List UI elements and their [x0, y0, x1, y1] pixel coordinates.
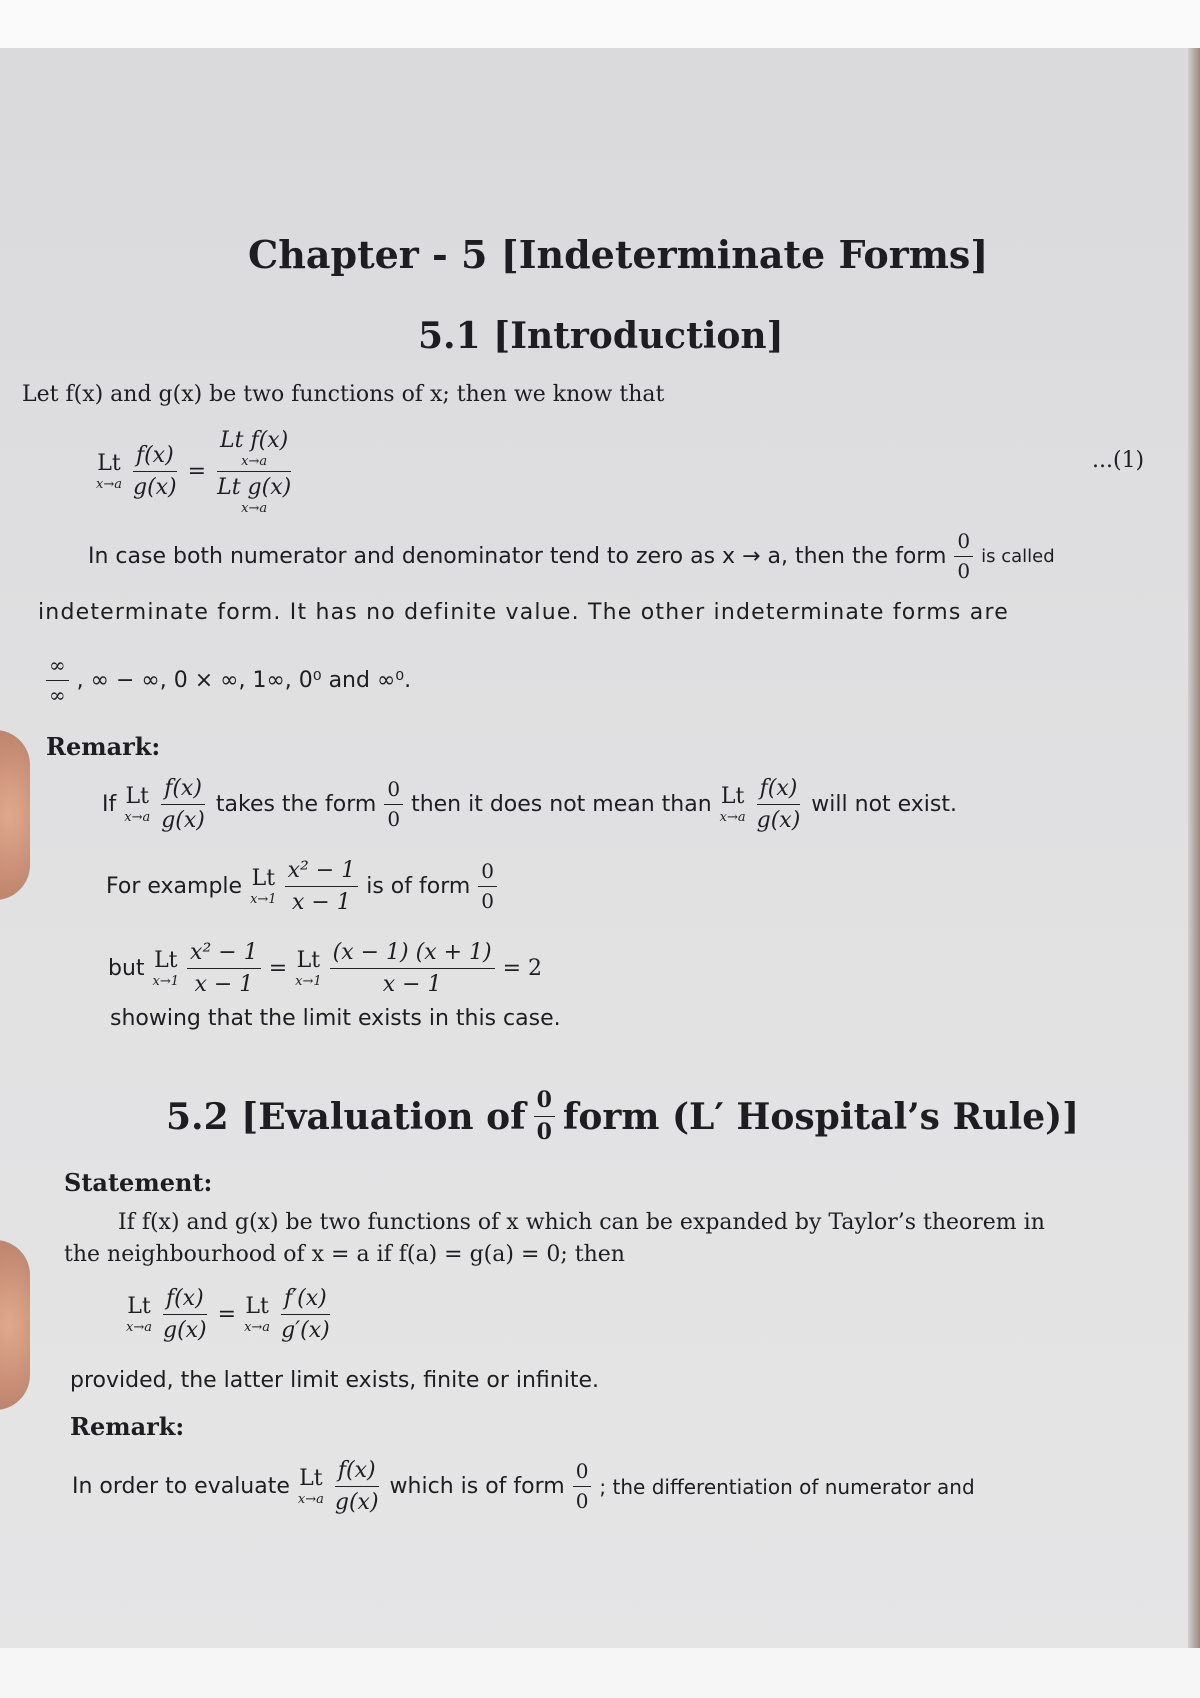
provided-text: provided, the latter limit exists, finite or infinite. — [70, 1368, 599, 1393]
equation-number: ...(1) — [1092, 448, 1145, 473]
section-title-5-1: 5.1 [Introduction] — [418, 315, 784, 357]
chapter-title: Chapter - 5 [Indeterminate Forms] — [248, 232, 989, 277]
fraction-limits-ratio: Lt f(x) x→a Lt g(x) x→a — [217, 428, 292, 516]
intro-text: Let f(x) and g(x) be two functions of x; then we know that — [22, 382, 665, 407]
statement-line-2: the neighbourhood of x = a if f(a) = g(a) = 0; then — [64, 1242, 625, 1267]
example-line: For example Lt x→1 $\frac{\text{x² − 1}}{x - 1}$ is of form $\frac{0}{0}$ — [106, 858, 505, 916]
thumb-left-lower — [0, 1240, 30, 1410]
thumb-left-upper — [0, 730, 30, 900]
limit-operator: Lt x→a — [96, 450, 122, 492]
page-bottom-margin — [0, 1648, 1200, 1698]
paragraph-line-2: indeterminate form. It has no definite value. The other indeterminate forms are — [38, 600, 1009, 625]
statement-line-1: If f(x) and g(x) be two functions of x which can be expanded by Taylor’s theorem in — [118, 1210, 1045, 1235]
fraction-f-over-g: $\frac{f(x)}{g(x)}$ — [132, 442, 177, 500]
remark-2-line: In order to evaluate Lt x→a $\frac{f(x)}{g(x)}$ which is of form $\frac{0}{0}$ ; the differentiation of numerator and — [72, 1458, 975, 1516]
paragraph-line-1: In case both numerator and denominator tend to zero as x → a, then the form $\frac{0}{0}$ is called — [88, 529, 1055, 583]
zero-over-zero: $\frac{0}{0}$ — [954, 530, 973, 583]
equals-sign: = — [187, 459, 207, 484]
equation-1 — [96, 428, 302, 515]
remark-heading-1: Remark: — [46, 732, 161, 761]
section-title-5-2: 5.2 [Evaluation of $\frac{0}{0}$ form (L′ Hospital’s Rule)] — [166, 1087, 1080, 1146]
paragraph-line-3: $\frac{\infty}{\infty}$ , ∞ − ∞, 0 × ∞, 1∞, 0⁰ and ∞⁰. — [46, 654, 419, 707]
statement-heading: Statement: — [64, 1168, 213, 1197]
but-line: but Lt x→1 $\frac{\text{x² − 1}}{x - 1}$ = Lt x→1 $\frac{(x - 1) (x + 1)}{x - 1}$ = 2 — [108, 940, 543, 998]
page-edge-shadow — [1188, 48, 1200, 1648]
remark-line: If Lt x→a $\frac{f(x)}{g(x)}$ takes the form $\frac{0}{0}$ then it does not mean than Lt x→a $\frac{f(x)}{g(x)}$ will not exist. — [102, 776, 958, 834]
remark-heading-2: Remark: — [70, 1412, 185, 1441]
page-top-margin — [0, 0, 1200, 48]
showing-text: showing that the limit exists in this case. — [110, 1006, 561, 1031]
lhospital-equation: Lt x→a $\frac{f(x)}{g(x)}$ = Lt x→a $\frac{f'(x)}{g'(x)}$ — [126, 1286, 330, 1344]
inf-over-inf: $\frac{\infty}{\infty}$ — [46, 654, 69, 707]
